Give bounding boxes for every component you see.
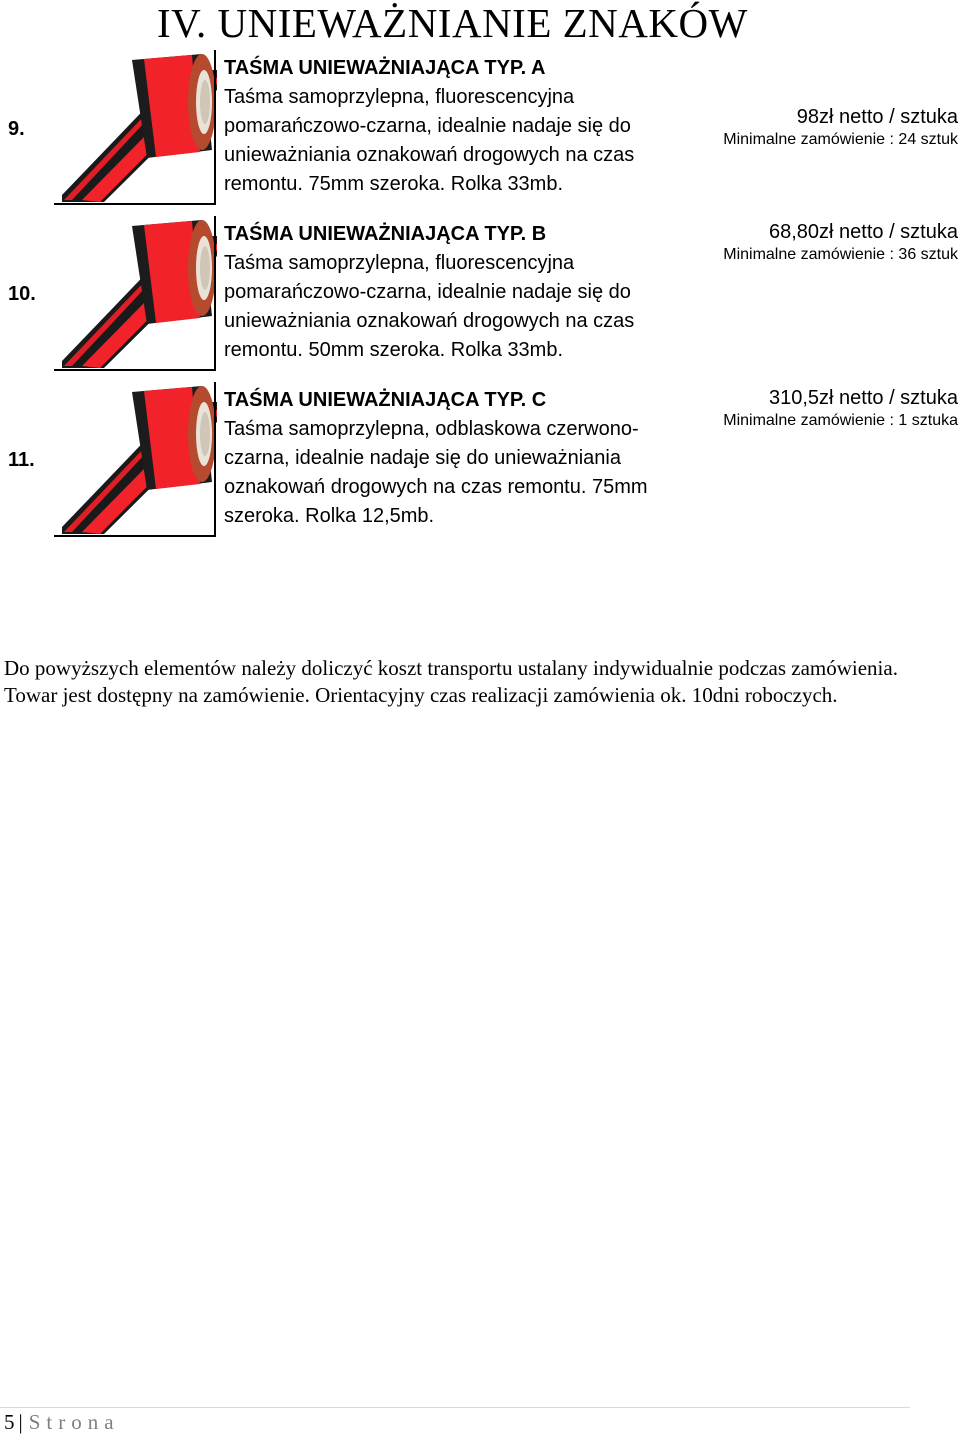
availability-note: Towar jest dostępny na zamówienie. Orientacyjny czas realizacji zamówienia ok. 10dni roboczych. [4,683,838,707]
product-row [0,382,960,538]
footer-divider [0,1407,910,1408]
product-description-block [224,220,669,365]
product-description: Taśma samoprzylepna, fluorescencyjna pomarańczowo-czarna, idealnie nadaje się do unieważniania oznakowań drogowych na czas remontu. 75mm szeroka. Rolka 33mb. [224,86,635,195]
product-description-block [224,386,669,531]
product-number: 10. [8,283,36,305]
product-name: TAŚMA UNIEWAŻNIAJĄCA TYP. C [224,389,547,411]
page-number: 5 [4,1410,15,1434]
product-number: 9. [8,118,25,140]
transport-note: Do powyższych elementów należy doliczyć koszt transportu ustalany indywidualnie podczas zamówienia. [4,656,898,680]
page-footer [4,1410,120,1435]
tape-roll-image [52,382,217,537]
product-price: 68,80zł netto / sztuka [768,221,958,243]
order-notes [4,655,944,709]
product-number: 11. [8,449,35,471]
tape-roll-image [52,216,217,371]
price-block [723,219,958,265]
footer-separator: | [18,1410,23,1434]
minimum-order: Minimalne zamówienie : 36 sztuk [723,246,958,263]
minimum-order: Minimalne zamówienie : 1 sztuka [723,412,958,429]
minimum-order: Minimalne zamówienie : 24 sztuk [723,131,958,148]
product-row [0,50,960,206]
page-label: Strona [28,1410,120,1434]
product-description-block [224,54,669,199]
section-title: IV. UNIEWAŻNIANIE ZNAKÓW [157,0,748,46]
product-name: TAŚMA UNIEWAŻNIAJĄCA TYP. B [224,223,547,245]
product-price: 98zł netto / sztuka [796,106,958,128]
price-block [723,104,958,150]
product-name: TAŚMA UNIEWAŻNIAJĄCA TYP. A [224,57,546,79]
product-description: Taśma samoprzylepna, fluorescencyjna pomarańczowo-czarna, idealnie nadaje się do unieważniania oznakowań drogowych na czas remontu. 50mm szeroka. Rolka 33mb. [224,252,635,361]
product-price: 310,5zł netto / sztuka [768,387,958,409]
product-row [0,216,960,372]
product-description: Taśma samoprzylepna, odblaskowa czerwono-czarna, idealnie nadaje się do unieważniania oznakowań drogowych na czas remontu. 75mm szeroka. Rolka 12,5mb. [224,418,648,527]
price-block [723,385,958,431]
tape-roll-image [52,50,217,205]
